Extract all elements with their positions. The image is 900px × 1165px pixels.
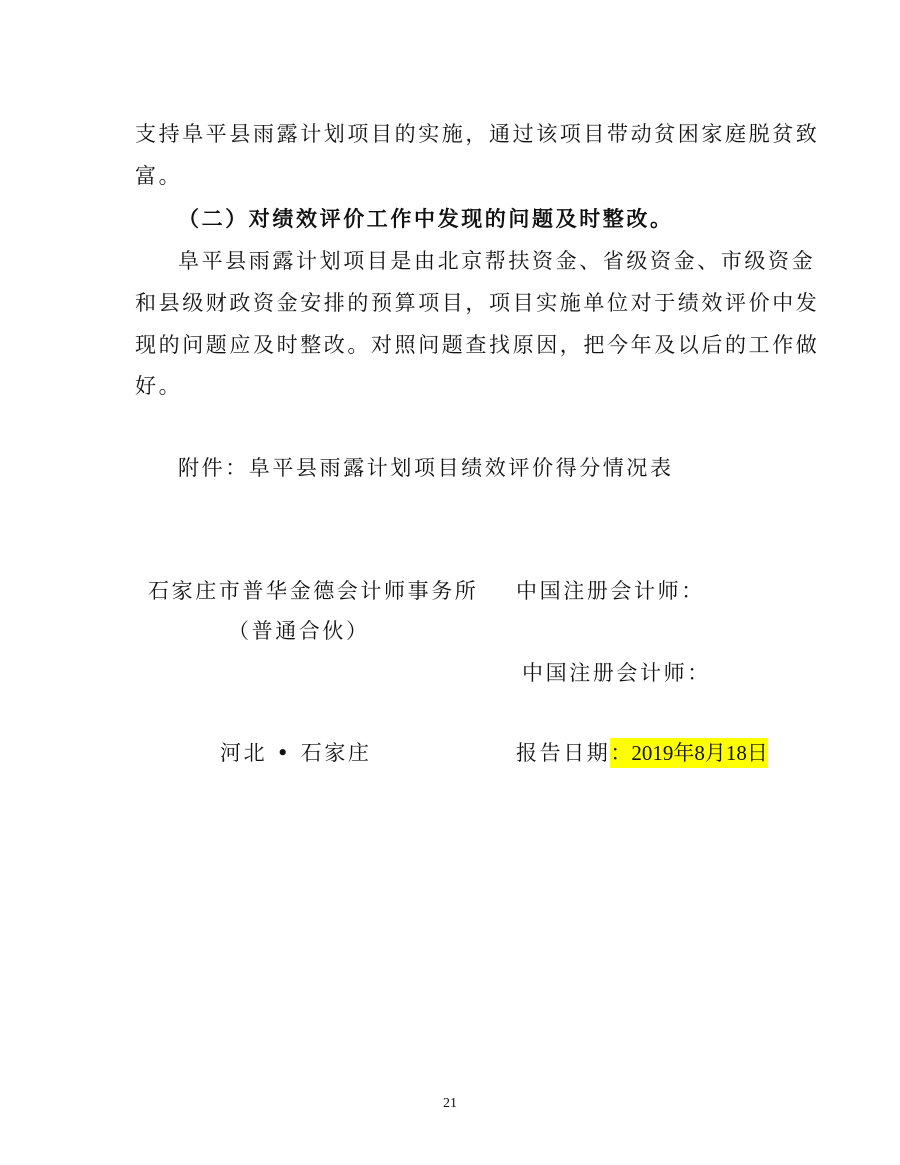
body-line-2: 富。 [135, 164, 183, 188]
body-line-5: 现的问题应及时整改。对照问题查找原因，把今年及以后的工作做 [135, 333, 820, 357]
report-date [516, 737, 768, 767]
report-date-label: 报告日期 [516, 741, 611, 765]
firm-name: 石家庄市普华金德会计师事务所 [148, 579, 479, 603]
page-number: 21 [443, 1096, 457, 1111]
report-date-value: ：2019年8月18日 [610, 738, 768, 768]
firm-type: （普通合伙） [228, 619, 370, 643]
section-heading: （二）对绩效评价工作中发现的问题及时整改。 [178, 206, 674, 231]
body-line-1: 支持阜平县雨露计划项目的实施，通过该项目带动贫困家庭脱贫致 [135, 122, 820, 146]
cpa-label-2: 中国注册会计师： [522, 661, 711, 685]
body-line-6: 好。 [135, 374, 183, 398]
attachment-note: 附件：阜平县雨露计划项目绩效评价得分情况表 [178, 456, 674, 480]
location: 河北 • 石家庄 [220, 741, 372, 765]
cpa-label-1: 中国注册会计师： [516, 579, 705, 603]
body-line-4: 和县级财政资金安排的预算项目，项目实施单位对于绩效评价中发 [135, 291, 820, 315]
body-line-3: 阜平县雨露计划项目是由北京帮扶资金、省级资金、市级资金 [178, 249, 816, 273]
